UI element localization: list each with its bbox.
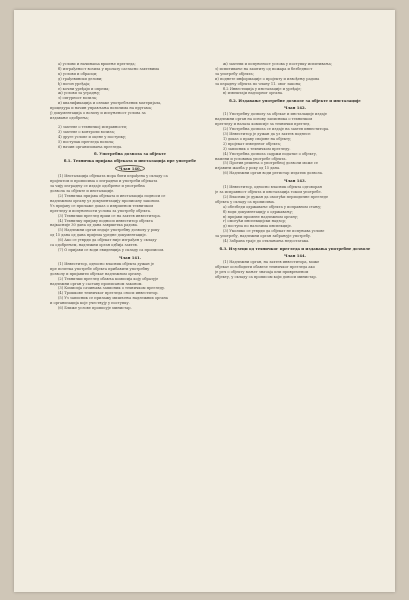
text-line: б.2 Инвестиција у инсталације и уређаје; (223, 86, 302, 91)
text-line: 3) захтеве о контроли возила; (58, 129, 115, 134)
heading-text: б. Употребна дозвола за објекте (94, 151, 166, 157)
circled-article-number: Члан 140. (115, 165, 145, 172)
heading-text: б.3. Изузеци од техничког прегледа и издавања употребне дозволе (219, 246, 371, 251)
section-heading (215, 105, 375, 110)
text-line: (6) Надлежни орган води регистар издатих дозвола. (223, 171, 323, 176)
text-line: (1) Надлежни орган, на захтев инвеститора, може (223, 260, 320, 264)
text-line: (1) Употребну дозволу за објекат и инсталације издаје (223, 112, 327, 117)
text-line: за употребу објекта; (215, 71, 254, 76)
text-line: а) услови и начинаmа вршење прегледа; (58, 62, 136, 66)
text-line: је за исправност објекта и инсталација током употребе. (215, 190, 322, 195)
text-line: 3) записник о техничком прегледу. (223, 146, 291, 151)
text-line: дозволу и пријавити објекат надлежном органу. (50, 271, 143, 276)
section-heading (215, 246, 375, 251)
text-line: з) испитивање на заштиту од пожара и безбедност (215, 66, 313, 71)
text-line: процедура и начин управљања возилима на пругама; (50, 106, 153, 111)
text-line: најкасније 30 дана од дана завршетка радова. (50, 223, 139, 228)
text-line: (1) Инсталација објеката мора бити израђена у складу са (58, 174, 168, 179)
text-line: ђ) погон уређаја; (58, 81, 91, 86)
text-line: изјавити жалба у року од 15 дана. (215, 166, 281, 171)
text-line: ц) услови и обрасци; (58, 71, 98, 76)
text-line: (4) Забрана траје до отклањања недостатака. (223, 239, 310, 244)
text-line: пројектом и прописима о изградњи и употреби објеката (50, 179, 158, 184)
text-line: (2) Власник је дужан да омогући периодичне прегледе (223, 194, 329, 199)
text-line: објекат ослободити обавезе техничког прегледа ако (215, 264, 315, 269)
text-line: за употребу, надлежни орган забрањује употребу. (215, 234, 312, 239)
text-line: пре почетка употребе објекта прибавити употребну (50, 266, 150, 271)
text-line: е) кочни уређаји и опрема; (58, 86, 110, 91)
section-heading (215, 98, 375, 103)
text-line: (5) Надлежни орган издаје употребну дозволу у року (58, 228, 160, 233)
section-heading (50, 255, 210, 260)
text-line: (4) Трошкове техничког прегледа сноси инвеститор. (58, 291, 159, 296)
text-line: ж) услови за уградњу; (58, 91, 101, 96)
text-line: (1) Инвеститор, односно власник објекта одговоран (223, 185, 322, 190)
text-line: (4) Употребна дозвола садржи податке о објекту, (223, 151, 318, 156)
text-line: објекту, у складу са прописом који доноси министар. (215, 274, 317, 279)
text-line: (2) Употребна дозвола се издаје на захтев инвеститора. (223, 127, 330, 132)
text-line: д) поступа по налозима инспекције. (223, 224, 292, 229)
text-line: 5) поступак прегледа возила; (58, 139, 115, 144)
text-line: дозвола за објекте и инсталације. (50, 189, 115, 194)
text-line: надлежном органу уз документацију прописану законом. (50, 198, 161, 203)
text-line: 4) друге услове и оцене у поступку; (58, 134, 127, 139)
text-line: (1) Инвеститор, односно власник објекта дужан је (58, 261, 154, 266)
text-line: прегледу и налаза комисије за технички преглед. (215, 122, 311, 127)
text-line: за чију изградњу се издаје одобрење и употребна (50, 184, 145, 189)
left-column (50, 62, 210, 311)
text-line: и организација које учествују у поступку. (50, 301, 130, 306)
text-line: б) води документацију о одржавању; (223, 209, 293, 214)
section-heading (215, 253, 375, 258)
text-line: (3) Технички преглед врши се на захтев инвеститора. (58, 213, 161, 218)
text-line: б) изграђеност возила у пролазу сагласно захтевима (58, 66, 160, 71)
text-line: је реч о објекту мањег значаја или привременом (215, 269, 309, 274)
text-line: (4) Техничку пријаву подноси инвеститор објекта (58, 218, 153, 223)
text-line: (6) Ближе услове прописује министар. (58, 306, 132, 311)
text-line: (6) Ако се утврди да објекат није изграђен у складу (58, 238, 157, 243)
section-heading (215, 178, 375, 183)
text-line: и) поднете информације о пројекту и извођењу радова (215, 76, 320, 81)
text-line: з) сигурност возила; (58, 96, 98, 101)
text-line: (7) О пријави се води евиденција у складу са прописом. (58, 248, 165, 252)
text-line: (2) Технички преглед обавља комисија коју образује (58, 276, 159, 281)
text-line: намени и условима употребе објекта. (215, 156, 287, 161)
text-line: од 15 дана од дана пријема уредне документације. (50, 233, 147, 238)
text-line: 2) захтеве о техничкој исправности; (58, 124, 128, 129)
heading-text: Члан 141. (119, 254, 141, 260)
text-line: (3) Комисија сачињава записник о техничком прегледу. (58, 286, 166, 291)
heading-text: б.2. Издавање употребне дозволе за објекте и инсталације (229, 98, 361, 104)
heading-text: Члан 144. (284, 253, 306, 258)
right-column (215, 62, 375, 280)
text-line: в) пријави промене надлежном органу; (223, 214, 299, 219)
section-heading (50, 151, 210, 156)
heading-text: Члан 142. (284, 105, 306, 111)
text-line: издавање одобрења; (50, 115, 89, 120)
text-line: (3) Инвеститор је дужан да уз захтев поднесе: (223, 131, 312, 136)
text-line: са одобрењем, надлежни орган одбија захтев. (50, 243, 138, 248)
text-line: за израдњу објекта по члану 11. овог закона; (215, 81, 302, 86)
text-line: надлежни орган на основу записника о техничком (215, 117, 313, 122)
text-line: (5) Уз записник се прилажу мишљења надлежних органа (58, 296, 168, 301)
text-line: надлежни орган у саставу прописаном законом. (50, 281, 143, 286)
heading-text: б.1. Техничка пријава објеката и инсталација пре употребе (63, 158, 197, 164)
text-line: д) грађевински делови; (58, 76, 103, 81)
text-line: а) обезбеди одржавање објекта у исправном стању; (223, 204, 322, 209)
text-line: објекта у складу са прописима. (215, 199, 275, 204)
text-line: Уз пријаву се прилаже доказ о извршеном техничком (50, 203, 154, 208)
section-heading (50, 165, 210, 172)
text-line: 2) пројекат изведеног објекта; (223, 141, 282, 146)
text-line: прегледу и испуњености услова за употребу објекта. (50, 208, 152, 213)
text-line: ж) захтеви и испуњеност услова у поступку испитивања; (223, 62, 332, 66)
document-page (14, 10, 395, 592)
text-line: (5) Против решења о употребној дозволи може се (223, 161, 319, 166)
text-line: в) извештаји надзорног органа. (223, 91, 284, 96)
text-line: г) омогући инспекцијски надзор; (223, 219, 286, 224)
text-line: ј) документација о возилу и испуњеност услова за (50, 111, 146, 116)
text-line: (3) Уколико се утврди да објекат не испуњава услове (223, 229, 325, 234)
heading-text: Члан 143. (284, 178, 306, 184)
section-heading (50, 158, 210, 163)
text-line: (2) Техничка пријава објеката и инсталација подноси се (58, 194, 166, 199)
text-line: 6) начин организовања прегледа. (58, 144, 123, 149)
text-line: и) квалификација и ознаке употребљених материјала, (58, 101, 162, 106)
text-line: 1) доказ о праву својине на објекту; (223, 136, 292, 141)
